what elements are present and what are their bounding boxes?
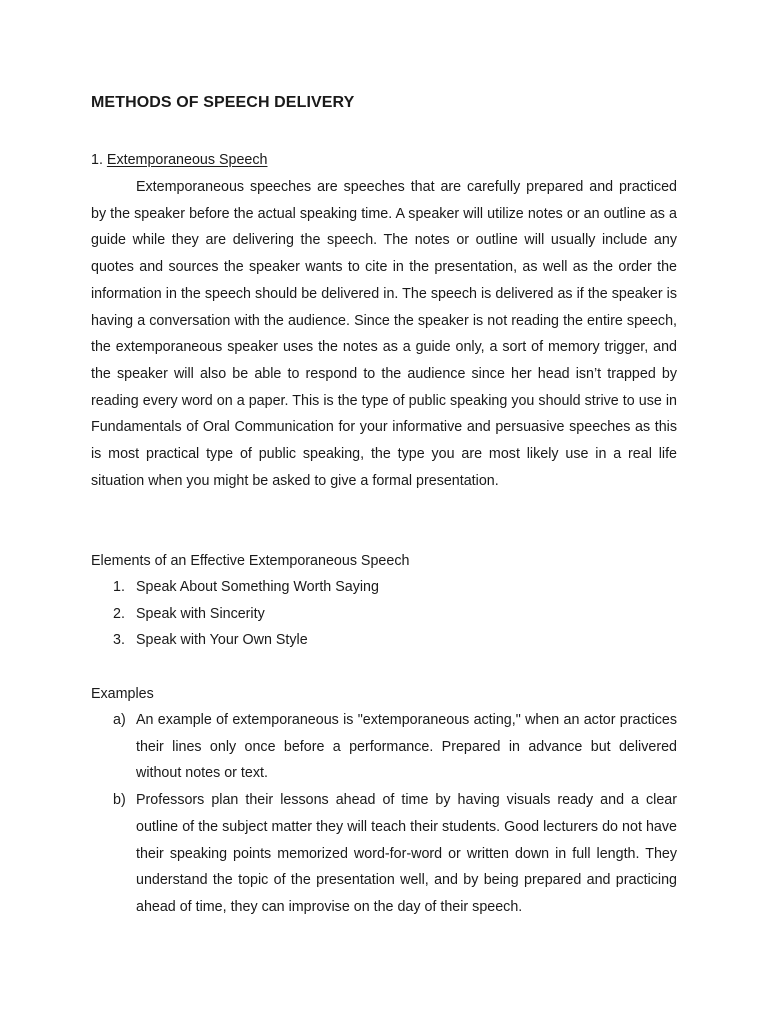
list-marker: 1. [113,579,125,595]
list-item [91,707,677,787]
list-item [91,627,677,654]
section-paragraph: Extemporaneous speeches are speeches that are carefully prepared and practiced by the speaker before the actual speaking time. A speaker will utilize notes or an outline as a guide while they are delivering the speech. The notes or outline will usually include any quotes and sources the speaker wants to cite in the presentation, as well as the order the information in the speech should be delivered in. The speech is delivered as if the speaker is having a conversation with the audience. Since the speaker is not reading the entire speech, the extemporaneous speaker uses the notes as a guide only, a sort of memory trigger, and the speaker will also be able to respond to the audience since her head isn’t trapped by reading every word on a paper. This is the type of public speaking you should strive to use in Fundamentals of Oral Communication for your informative and persuasive speeches as this is most practical type of public speaking, the type you are most likely use in a real life situation when you might be asked to give a formal presentation. [91,179,677,489]
section-number: 1. [91,152,103,168]
list-item [91,601,677,628]
list-item-text: Speak with Sincerity [136,605,265,622]
list-marker: b) [113,792,126,809]
list-item-text: Speak About Something Worth Saying [136,579,379,595]
document-title: METHODS OF SPEECH DELIVERY [91,94,355,111]
list-item [91,574,677,601]
examples-heading: Examples [91,686,154,702]
section-heading [91,147,677,174]
list-item [91,787,677,921]
list-marker: a) [113,712,126,728]
elements-heading: Elements of an Effective Extemporaneous Speech [91,553,410,569]
section-heading-text: Extemporaneous Speech [106,152,268,168]
list-item-text: Speak with Your Own Style [136,632,308,649]
examples-list [91,707,677,921]
list-marker: 2. [113,605,125,622]
elements-list [91,574,677,654]
list-item-text: An example of extemporaneous is "extemporaneous acting," when an actor practices their lines only once before a performance. Prepared in advance but delivered without notes or text. [136,712,677,782]
list-item-text: Professors plan their lessons ahead of time by having visuals ready and a clear outline of the subject matter they will teach their students. Good lecturers do not have their speaking points memorized word-for-word or written down in full length. They understand the topic of the presentation well, and by being prepared and practicing ahead of time, they can improvise on the day of their speech. [136,792,677,915]
list-marker: 3. [113,632,125,649]
